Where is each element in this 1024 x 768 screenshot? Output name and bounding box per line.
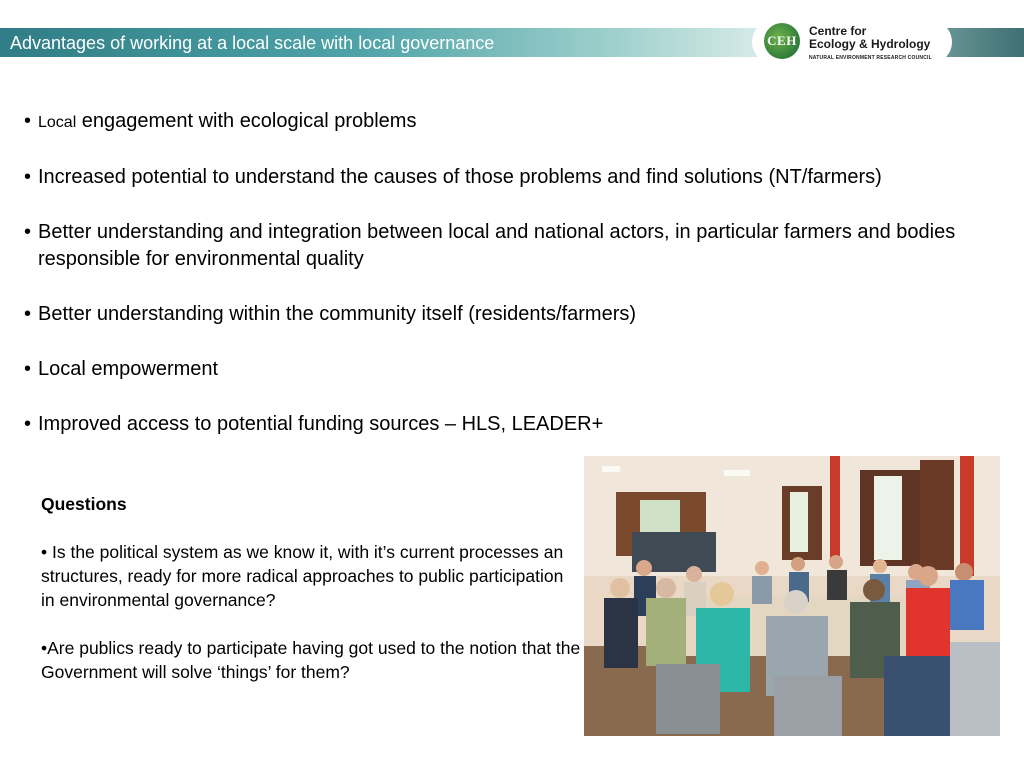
bullet-text: Better understanding and integration between local and national actors, in particular farmers and bodies responsible for environmental quality: [38, 221, 956, 270]
bullet-dot: •: [24, 221, 32, 243]
bullet-dot: •: [24, 110, 32, 132]
questions-heading: Questions: [41, 494, 127, 514]
logo-line-2: Ecology & Hydrology: [809, 37, 931, 51]
questions-section: [41, 492, 581, 708]
list-item: [24, 411, 1014, 438]
question-item: •Are publics ready to participate having got used to the notion that the Government will solve ‘things’ for them?: [41, 638, 581, 682]
ceh-emblem-icon: [764, 23, 800, 59]
meeting-photo-illustration: [584, 456, 1000, 736]
advantages-list: [24, 108, 1014, 466]
list-item: [24, 356, 1014, 383]
bullet-text: Improved access to potential funding sources – HLS, LEADER+: [38, 413, 604, 435]
list-item: [24, 164, 1014, 191]
list-item: [24, 219, 1014, 273]
bullet-dot: •: [24, 303, 32, 325]
bullet-text: Increased potential to understand the causes of those problems and find solutions (NT/farmers): [38, 166, 882, 188]
ceh-logo-text: [809, 25, 932, 65]
list-item: [24, 108, 1014, 136]
bullet-text: Local empowerment: [38, 358, 219, 380]
ceh-emblem-text: CEH: [767, 33, 797, 48]
list-item: [24, 301, 1014, 328]
community-meeting-photo: [584, 456, 1000, 736]
question-item: • Is the political system as we know it, with it’s current processes an structures, ready for more radical approaches to public participation in environmental governance?: [41, 542, 564, 610]
slide-title: Advantages of working at a local scale with local governance: [10, 33, 495, 53]
bullet-text: Better understanding within the community itself (residents/farmers): [38, 303, 637, 325]
bullet-rest: engagement with ecological problems: [76, 110, 417, 132]
bullet-text: [38, 108, 416, 136]
bullet-dot: •: [24, 413, 32, 435]
bullet-lead: Local: [38, 114, 77, 131]
bullet-dot: •: [24, 166, 32, 188]
logo-line-1: Centre for: [809, 24, 867, 38]
logo-line-3: NATURAL ENVIRONMENT RESEARCH COUNCIL: [809, 55, 932, 61]
bullet-dot: •: [24, 358, 32, 380]
